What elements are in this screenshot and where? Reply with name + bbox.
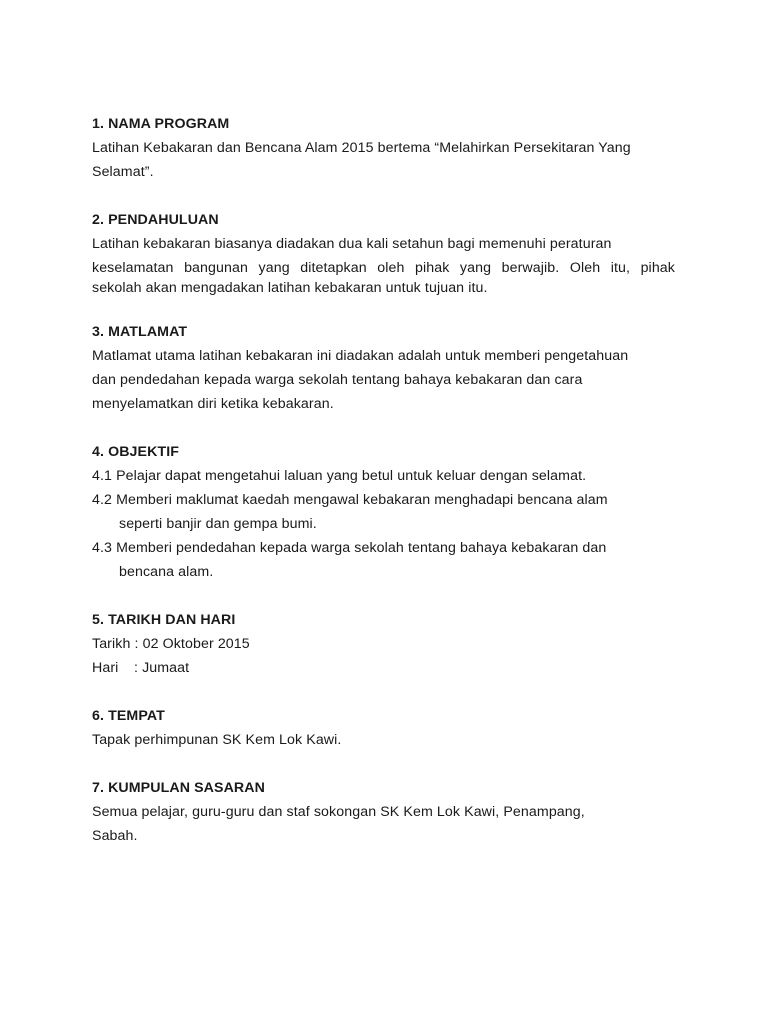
body-line: Semua pelajar, guru-guru dan staf sokongan SK Kem Lok Kawi, Penampang, (92, 804, 585, 820)
body-line: Matlamat utama latihan kebakaran ini diadakan adalah untuk memberi pengetahuan (92, 348, 629, 364)
body-line: sekolah akan mengadakan latihan kebakaran untuk tujuan itu. (92, 280, 488, 296)
body-line: Latihan Kebakaran dan Bencana Alam 2015 bertema “Melahirkan Persekitaran Yang (92, 140, 631, 156)
body-line: Latihan kebakaran biasanya diadakan dua kali setahun bagi memenuhi peraturan (92, 236, 612, 252)
body-line: Sabah. (92, 828, 138, 844)
list-item-text: 4.2 Memberi maklumat kaedah mengawal kebakaran menghadapi bencana alam (92, 492, 608, 508)
section-nama-program (92, 112, 675, 184)
body-line: dan pendedahan kepada warga sekolah tentang bahaya kebakaran dan cara (92, 372, 583, 388)
section-tarikh-dan-hari (92, 608, 675, 680)
list-item-text: 4.1 Pelajar dapat mengetahui laluan yang betul untuk keluar dengan selamat. (92, 468, 587, 484)
section-heading: 7. KUMPULAN SASARAN (92, 780, 265, 796)
section-heading: 5. TARIKH DAN HARI (92, 612, 236, 628)
section-heading: 2. PENDAHULUAN (92, 212, 219, 228)
body-line: Tapak perhimpunan SK Kem Lok Kawi. (92, 732, 342, 748)
list-item (92, 488, 675, 536)
hari-value: : Jumaat (134, 660, 190, 676)
list-item-continuation: seperti banjir dan gempa bumi. (119, 516, 317, 532)
body-line: Selamat”. (92, 164, 154, 180)
section-pendahuluan (92, 208, 675, 298)
section-heading: 1. NAMA PROGRAM (92, 116, 230, 132)
list-item-continuation: bencana alam. (119, 564, 214, 580)
section-tempat (92, 704, 675, 752)
section-kumpulan-sasaran (92, 776, 675, 848)
list-item (92, 536, 675, 584)
body-line: keselamatan bangunan yang ditetapkan oleh pihak yang berwajib. Oleh itu, pihak (92, 260, 675, 276)
section-matlamat (92, 320, 675, 416)
list-item (92, 464, 675, 488)
body-line: menyelamatkan diri ketika kebakaran. (92, 396, 334, 412)
tarikh-value: : 02 Oktober 2015 (134, 636, 250, 652)
hari-row (92, 656, 675, 680)
section-heading: 3. MATLAMAT (92, 324, 188, 340)
list-item-text: 4.3 Memberi pendedahan kepada warga sekolah tentang bahaya kebakaran dan (92, 540, 607, 556)
section-heading: 6. TEMPAT (92, 708, 165, 724)
tarikh-row (92, 632, 675, 656)
tarikh-label: Tarikh (92, 636, 131, 652)
hari-label: Hari (92, 660, 119, 676)
section-heading: 4. OBJEKTIF (92, 444, 180, 460)
document-page (92, 112, 675, 848)
section-objektif (92, 440, 675, 584)
